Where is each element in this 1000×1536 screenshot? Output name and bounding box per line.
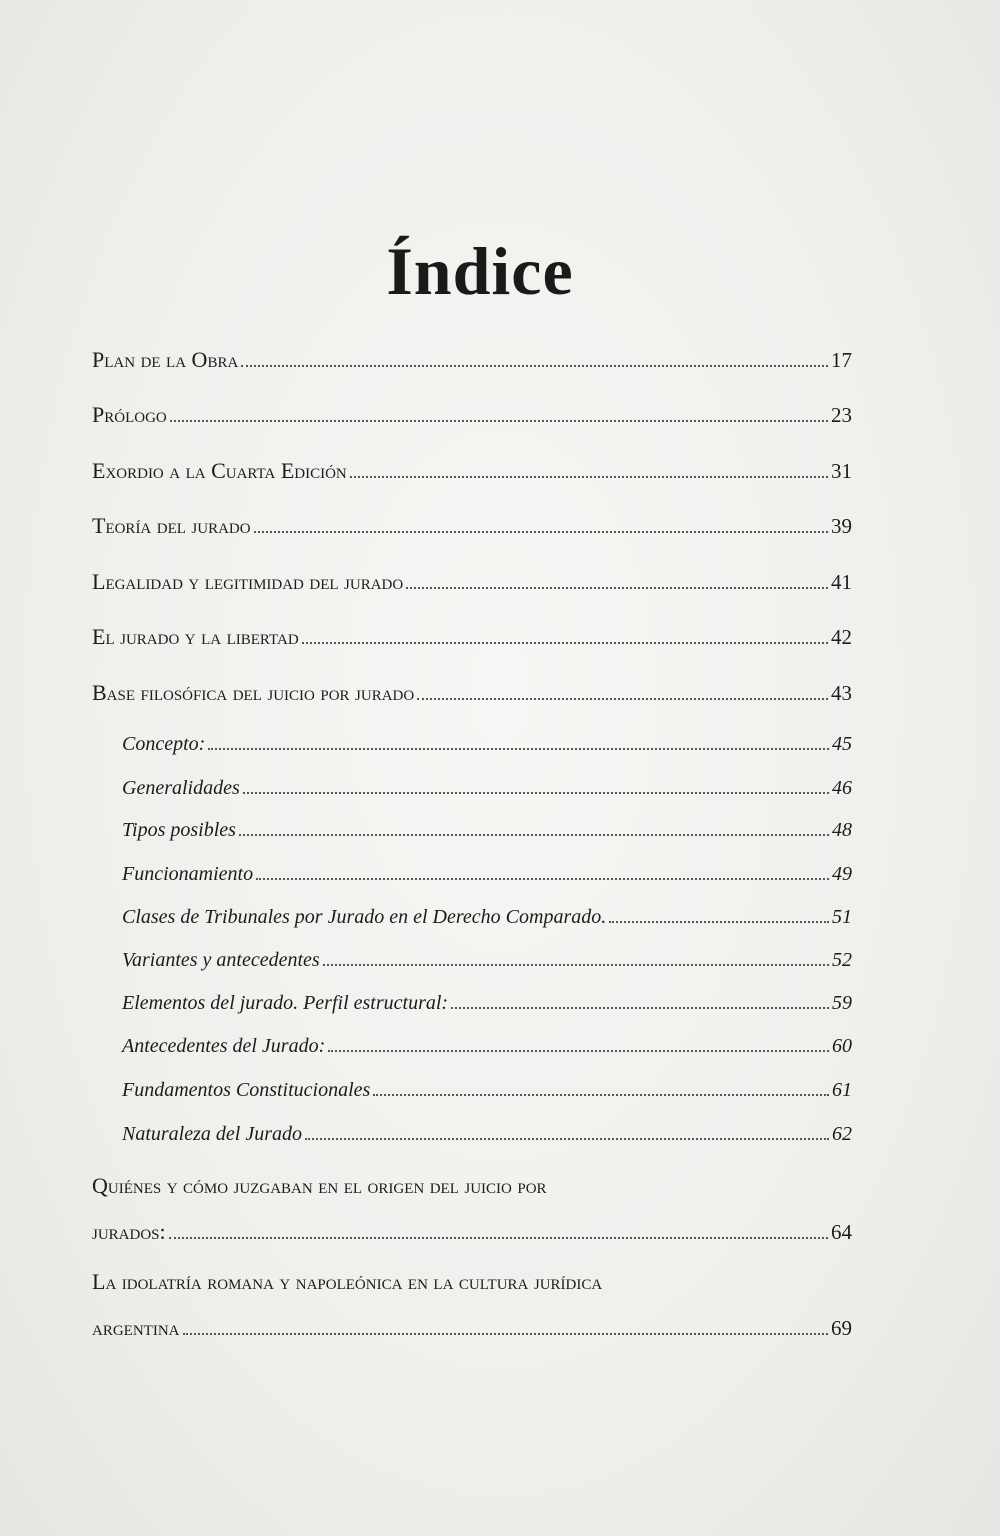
toc-entry-line2 [92,1218,852,1246]
toc-entry-page: 31 [831,459,852,483]
toc-entry-page: 41 [831,570,852,594]
toc-entry-multiline [92,1172,852,1246]
toc-entry-page: 43 [831,681,852,705]
toc-subentry [122,816,852,844]
toc-entry [92,512,852,540]
dot-leader [350,476,828,478]
dot-leader [243,792,829,794]
toc-entry-page: 23 [831,403,852,427]
dot-leader [417,698,828,700]
toc-entry-multiline [92,1268,852,1342]
toc-entry [92,679,852,707]
dot-leader [239,834,829,836]
dot-leader [183,1333,829,1335]
toc-subentry [122,860,852,888]
toc-entry [92,401,852,429]
toc-subentry-label: Clases de Tribunales por Jurado en el Derecho Comparado. [122,906,607,928]
dot-leader [241,365,828,367]
toc-entry-label-line2: argentina [92,1315,180,1340]
dot-leader [305,1138,829,1140]
toc-entry-page: 39 [831,514,852,538]
toc-subentry-page: 51 [832,906,852,928]
toc-subentry-label: Antecedentes del Jurado: [122,1035,326,1057]
toc-entry-page: 42 [831,625,852,649]
toc-subentry [122,774,852,802]
dot-leader [328,1050,829,1052]
toc-subentry-page: 61 [832,1079,852,1101]
page-title: Índice [386,233,574,309]
toc-subentry-page: 48 [832,819,852,841]
toc-subentry-label: Concepto: [122,733,206,755]
dot-leader [170,420,828,422]
toc-entry-label: El jurado y la libertad [92,624,299,649]
toc-entry-label: Prólogo [92,402,167,427]
dot-leader [323,964,829,966]
toc-subentry-page: 60 [832,1035,852,1057]
toc-entry-page: 17 [831,348,852,372]
toc-subentry-label: Variantes y antecedentes [122,949,320,971]
toc-subentry-label: Elementos del jurado. Perfil estructural: [122,992,449,1014]
toc-subentry [122,1032,852,1060]
toc-subentry [122,1120,852,1148]
toc-subentry [122,730,852,758]
toc-entry-label-line1: La idolatría romana y napoleónica en la cultura jurídica [92,1269,603,1294]
toc-entry-label-line1: Quiénes y cómo juzgaban en el origen del juicio por [92,1173,547,1198]
toc-entry-label: Base filosófica del juicio por jurado [92,680,415,705]
dot-leader [208,748,829,750]
toc-subentry-page: 46 [832,777,852,799]
dot-leader [373,1094,829,1096]
toc-subentry [122,1076,852,1104]
toc-subentry-page: 45 [832,733,852,755]
dot-leader [169,1237,828,1239]
toc-entry-label: Exordio a la Cuarta Edición [92,458,347,483]
toc-subentry-label: Naturaleza del Jurado [122,1123,302,1145]
toc-entry-page: 69 [831,1316,852,1340]
toc-entry-label-line2: jurados: [92,1219,166,1244]
dot-leader [256,878,829,880]
toc-subentry-label: Tipos posibles [122,819,236,841]
toc-entry [92,623,852,651]
toc-entry-page: 64 [831,1220,852,1244]
dot-leader [406,587,828,589]
toc-subentry-page: 52 [832,949,852,971]
toc-entry-label: Teoría del jurado [92,513,251,538]
toc-subentry-page: 62 [832,1123,852,1145]
toc-subentry [122,989,852,1017]
toc-entry-line2 [92,1314,852,1342]
toc-subentry-label: Funcionamiento [122,863,254,885]
toc-subentry-label: Generalidades [122,777,240,799]
toc-entry-label: Plan de la Obra [92,347,239,372]
dot-leader [451,1007,829,1009]
toc-entry-label: Legalidad y legitimidad del jurado [92,569,404,594]
toc-subentry [122,946,852,974]
dot-leader [302,642,828,644]
toc-subentry [122,903,852,931]
toc-entry [92,457,852,485]
toc-subentry-page: 59 [832,992,852,1014]
toc-subentry-page: 49 [832,863,852,885]
toc-entry [92,346,852,374]
toc-subentry-label: Fundamentos Constitucionales [122,1079,371,1101]
toc-entry [92,568,852,596]
dot-leader [609,921,829,923]
dot-leader [254,531,828,533]
